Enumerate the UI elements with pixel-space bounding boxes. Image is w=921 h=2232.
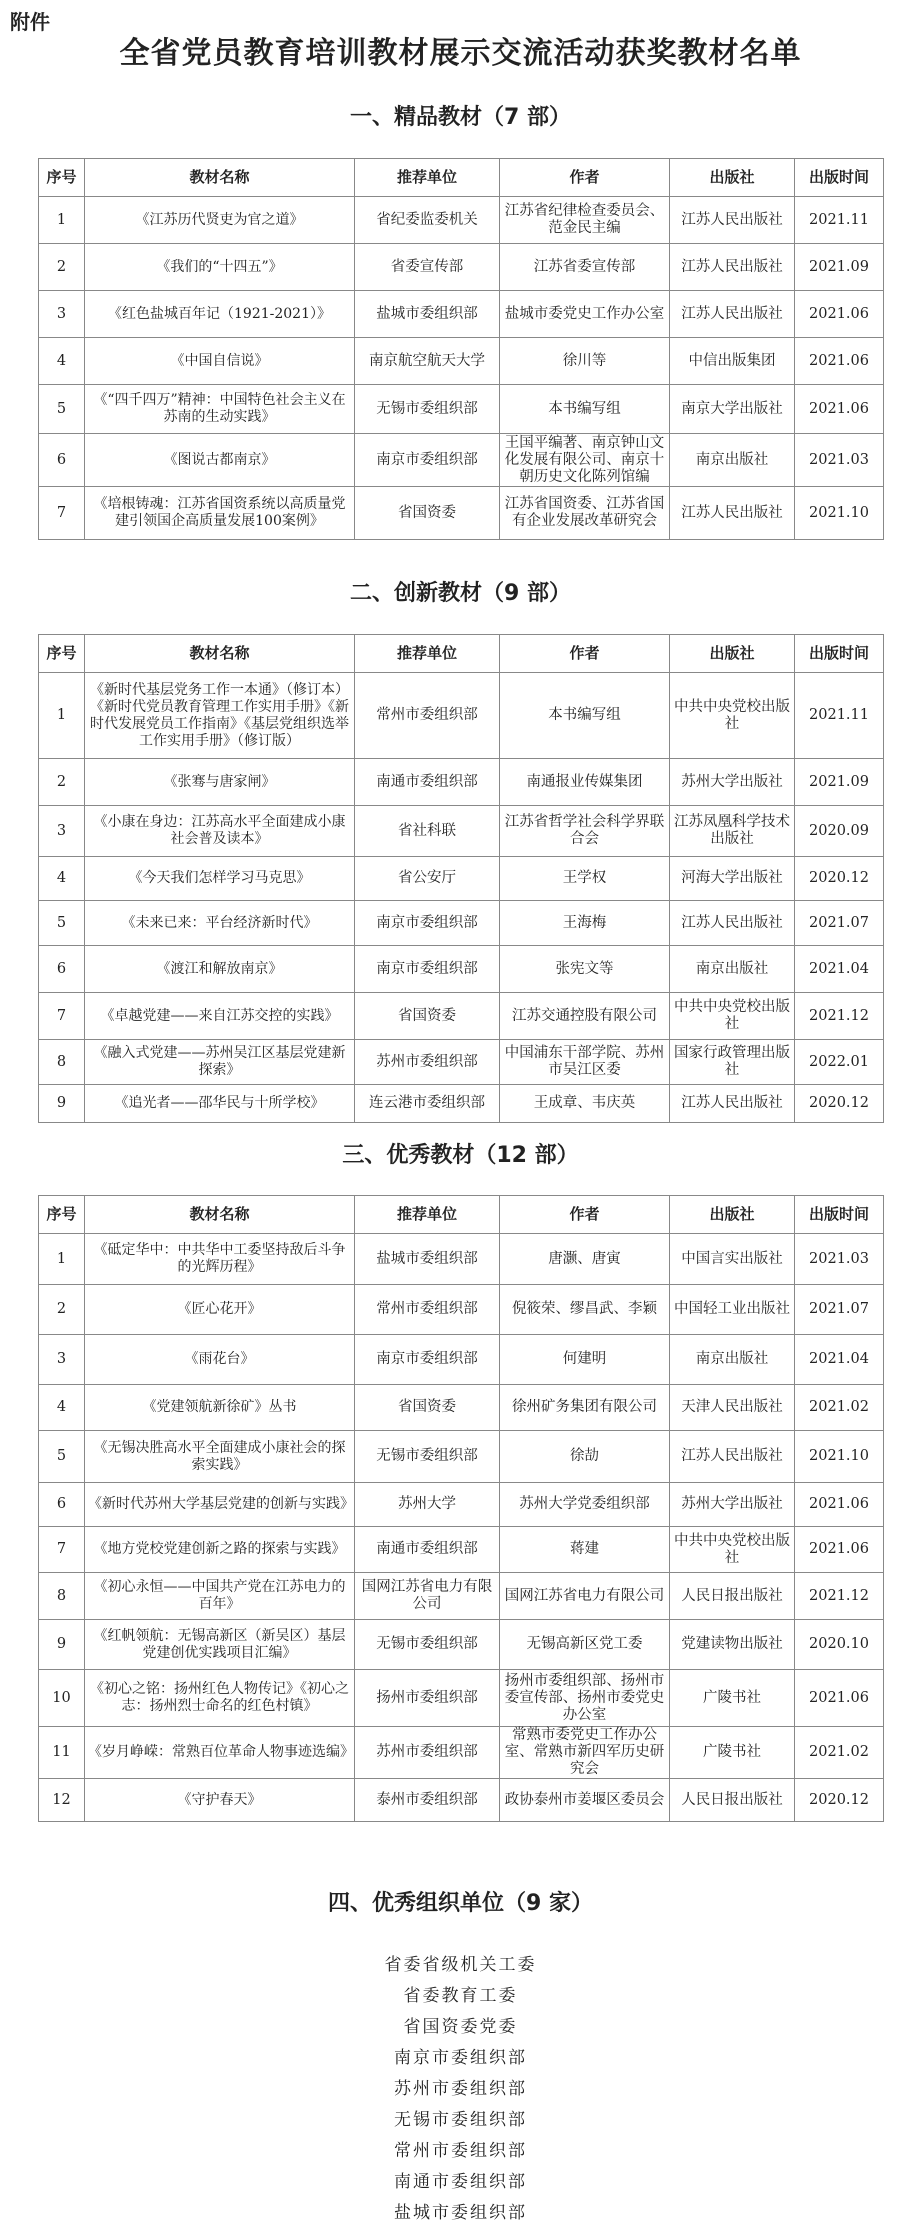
table-row — [39, 197, 884, 244]
material-name: 《未来已来：平台经济新时代》 — [85, 901, 355, 946]
publisher: 中共中央党校出版社 — [670, 1527, 795, 1573]
recommending-unit: 省国资委 — [355, 993, 500, 1040]
row-number: 4 — [39, 857, 85, 901]
table-row — [39, 1620, 884, 1670]
recommending-unit: 南京市委组织部 — [355, 434, 500, 487]
recommending-unit: 省社科联 — [355, 806, 500, 857]
row-number: 1 — [39, 1234, 85, 1285]
table-header-row — [39, 635, 884, 673]
recommending-unit: 南通市委组织部 — [355, 759, 500, 806]
material-name: 《红帆领航：无锡高新区（新吴区）基层党建创优实践项目汇编》 — [85, 1620, 355, 1670]
publish-date: 2021.06 — [795, 1670, 884, 1727]
table-excellent — [38, 1195, 884, 1822]
material-name: 《新时代苏州大学基层党建的创新与实践》 — [85, 1483, 355, 1527]
table-row — [39, 993, 884, 1040]
publish-date: 2021.06 — [795, 385, 884, 434]
row-number: 8 — [39, 1040, 85, 1085]
publish-date: 2021.11 — [795, 197, 884, 244]
material-name: 《守护春天》 — [85, 1779, 355, 1822]
publisher: 中信出版集团 — [670, 338, 795, 385]
row-number: 10 — [39, 1670, 85, 1727]
row-number: 1 — [39, 673, 85, 759]
row-number: 2 — [39, 244, 85, 291]
publish-date: 2020.09 — [795, 806, 884, 857]
table-row — [39, 1573, 884, 1620]
publisher: 江苏人民出版社 — [670, 901, 795, 946]
row-number: 4 — [39, 338, 85, 385]
column-header: 出版社 — [670, 1196, 795, 1234]
publisher: 人民日报出版社 — [670, 1779, 795, 1822]
units-list — [0, 1950, 921, 2229]
table-header-row — [39, 159, 884, 197]
author: 何建明 — [500, 1335, 670, 1385]
column-header: 出版时间 — [795, 1196, 884, 1234]
table-row — [39, 901, 884, 946]
publish-date: 2021.02 — [795, 1727, 884, 1779]
column-header: 教材名称 — [85, 159, 355, 197]
table-row — [39, 1085, 884, 1123]
column-header: 出版社 — [670, 635, 795, 673]
recommending-unit: 南京市委组织部 — [355, 901, 500, 946]
attachment-label: 附件 — [10, 10, 50, 34]
organizing-unit: 省委教育工委 — [403, 1986, 518, 2006]
publisher: 广陵书社 — [670, 1727, 795, 1779]
row-number: 1 — [39, 197, 85, 244]
author: 中国浦东干部学院、苏州市吴江区委 — [500, 1040, 670, 1085]
row-number: 9 — [39, 1085, 85, 1123]
table-row — [39, 1040, 884, 1085]
row-number: 2 — [39, 759, 85, 806]
recommending-unit: 省公安厅 — [355, 857, 500, 901]
table-row — [39, 291, 884, 338]
material-name: 《“四千四万”精神：中国特色社会主义在苏南的生动实践》 — [85, 385, 355, 434]
publisher: 党建读物出版社 — [670, 1620, 795, 1670]
row-number: 6 — [39, 946, 85, 993]
table-innovative — [38, 634, 884, 1123]
row-number: 3 — [39, 1335, 85, 1385]
table-premium — [38, 158, 884, 540]
table-row — [39, 244, 884, 291]
row-number: 6 — [39, 1483, 85, 1527]
column-header: 推荐单位 — [355, 1196, 500, 1234]
recommending-unit: 无锡市委组织部 — [355, 1620, 500, 1670]
publish-date: 2020.10 — [795, 1620, 884, 1670]
author: 盐城市委党史工作办公室 — [500, 291, 670, 338]
author: 国网江苏省电力有限公司 — [500, 1573, 670, 1620]
author: 徐州矿务集团有限公司 — [500, 1385, 670, 1431]
material-name: 《无锡决胜高水平全面建成小康社会的探索实践》 — [85, 1431, 355, 1483]
author: 扬州市委组织部、扬州市委宣传部、扬州市委党史办公室 — [500, 1670, 670, 1727]
organizing-unit: 南京市委组织部 — [394, 2048, 527, 2068]
column-header: 作者 — [500, 159, 670, 197]
publish-date: 2020.12 — [795, 1779, 884, 1822]
publish-date: 2021.04 — [795, 946, 884, 993]
organizing-unit: 南通市委组织部 — [394, 2172, 527, 2192]
author: 南通报业传媒集团 — [500, 759, 670, 806]
author: 苏州大学党委组织部 — [500, 1483, 670, 1527]
recommending-unit: 盐城市委组织部 — [355, 291, 500, 338]
recommending-unit: 苏州市委组织部 — [355, 1727, 500, 1779]
recommending-unit: 苏州市委组织部 — [355, 1040, 500, 1085]
publish-date: 2021.06 — [795, 338, 884, 385]
publish-date: 2021.06 — [795, 1483, 884, 1527]
author: 徐劼 — [500, 1431, 670, 1483]
material-name: 《追光者——邵华民与十所学校》 — [85, 1085, 355, 1123]
recommending-unit: 连云港市委组织部 — [355, 1085, 500, 1123]
publish-date: 2021.10 — [795, 487, 884, 540]
author: 王学权 — [500, 857, 670, 901]
organizing-unit: 盐城市委组织部 — [394, 2203, 527, 2223]
publish-date: 2021.10 — [795, 1431, 884, 1483]
recommending-unit: 无锡市委组织部 — [355, 1431, 500, 1483]
author: 王国平编著、南京钟山文化发展有限公司、南京十朝历史文化陈列馆编 — [500, 434, 670, 487]
material-name: 《新时代基层党务工作一本通》（修订本）《新时代党员教育管理工作实用手册》《新时代发展党员工作指南》《基层党组织选举工作实用手册》（修订版） — [85, 673, 355, 759]
material-name: 《党建领航新徐矿》丛书 — [85, 1385, 355, 1431]
table-row — [39, 1335, 884, 1385]
publish-date: 2021.09 — [795, 244, 884, 291]
row-number: 11 — [39, 1727, 85, 1779]
publish-date: 2021.11 — [795, 673, 884, 759]
table-row — [39, 857, 884, 901]
recommending-unit: 南京航空航天大学 — [355, 338, 500, 385]
table-header-row — [39, 1196, 884, 1234]
publish-date: 2021.06 — [795, 291, 884, 338]
publisher: 人民日报出版社 — [670, 1573, 795, 1620]
column-header: 序号 — [39, 159, 85, 197]
material-name: 《初心之铭：扬州红色人物传记》《初心之志：扬州烈士命名的红色村镇》 — [85, 1670, 355, 1727]
publisher: 江苏人民出版社 — [670, 244, 795, 291]
publish-date: 2021.07 — [795, 901, 884, 946]
publisher: 中国言实出版社 — [670, 1234, 795, 1285]
author: 蒋建 — [500, 1527, 670, 1573]
row-number: 5 — [39, 901, 85, 946]
table-row — [39, 946, 884, 993]
row-number: 12 — [39, 1779, 85, 1822]
row-number: 7 — [39, 487, 85, 540]
table-row — [39, 1234, 884, 1285]
material-name: 《地方党校党建创新之路的探索与实践》 — [85, 1527, 355, 1573]
table-row — [39, 673, 884, 759]
column-header: 推荐单位 — [355, 159, 500, 197]
table-row — [39, 1670, 884, 1727]
publish-date: 2021.12 — [795, 1573, 884, 1620]
publish-date: 2021.12 — [795, 993, 884, 1040]
material-name: 《雨花台》 — [85, 1335, 355, 1385]
column-header: 作者 — [500, 1196, 670, 1234]
column-header: 教材名称 — [85, 635, 355, 673]
material-name: 《张骞与唐家闸》 — [85, 759, 355, 806]
author: 本书编写组 — [500, 673, 670, 759]
material-name: 《砥定华中：中共华中工委坚持敌后斗争的光辉历程》 — [85, 1234, 355, 1285]
publisher: 苏州大学出版社 — [670, 1483, 795, 1527]
table-row — [39, 759, 884, 806]
table-row — [39, 434, 884, 487]
publisher: 江苏人民出版社 — [670, 487, 795, 540]
row-number: 3 — [39, 291, 85, 338]
author: 江苏省国资委、江苏省国有企业发展改革研究会 — [500, 487, 670, 540]
row-number: 2 — [39, 1285, 85, 1335]
publisher: 中共中央党校出版社 — [670, 993, 795, 1040]
publisher: 江苏人民出版社 — [670, 1431, 795, 1483]
recommending-unit: 省国资委 — [355, 1385, 500, 1431]
recommending-unit: 省纪委监委机关 — [355, 197, 500, 244]
material-name: 《红色盐城百年记（1921-2021）》 — [85, 291, 355, 338]
material-name: 《岁月峥嵘：常熟百位革命人物事迹选编》 — [85, 1727, 355, 1779]
publisher: 苏州大学出版社 — [670, 759, 795, 806]
recommending-unit: 南京市委组织部 — [355, 946, 500, 993]
row-number: 3 — [39, 806, 85, 857]
section-title-premium: 一、精品教材（7 部） — [350, 105, 571, 130]
material-name: 《中国自信说》 — [85, 338, 355, 385]
author: 政协泰州市姜堰区委员会 — [500, 1779, 670, 1822]
row-number: 7 — [39, 1527, 85, 1573]
table-row — [39, 1779, 884, 1822]
publisher: 天津人民出版社 — [670, 1385, 795, 1431]
author: 常熟市委党史工作办公室、常熟市新四军历史研究会 — [500, 1727, 670, 1779]
recommending-unit: 南通市委组织部 — [355, 1527, 500, 1573]
section-title-units: 四、优秀组织单位（9 家） — [328, 1891, 593, 1916]
column-header: 作者 — [500, 635, 670, 673]
publisher: 江苏凤凰科学技术出版社 — [670, 806, 795, 857]
column-header: 序号 — [39, 635, 85, 673]
recommending-unit: 泰州市委组织部 — [355, 1779, 500, 1822]
publisher: 江苏人民出版社 — [670, 197, 795, 244]
publisher: 中共中央党校出版社 — [670, 673, 795, 759]
row-number: 7 — [39, 993, 85, 1040]
row-number: 6 — [39, 434, 85, 487]
organizing-unit: 省国资委党委 — [403, 2017, 518, 2037]
publisher: 江苏人民出版社 — [670, 291, 795, 338]
publish-date: 2021.03 — [795, 1234, 884, 1285]
material-name: 《小康在身边：江苏高水平全面建成小康社会普及读本》 — [85, 806, 355, 857]
author: 张宪文等 — [500, 946, 670, 993]
recommending-unit: 苏州大学 — [355, 1483, 500, 1527]
author: 江苏省纪律检查委员会、范金民主编 — [500, 197, 670, 244]
author: 无锡高新区党工委 — [500, 1620, 670, 1670]
material-name: 《渡江和解放南京》 — [85, 946, 355, 993]
author: 王海梅 — [500, 901, 670, 946]
section-title-excellent: 三、优秀教材（12 部） — [342, 1143, 579, 1168]
publish-date: 2021.06 — [795, 1527, 884, 1573]
table-row — [39, 338, 884, 385]
row-number: 5 — [39, 385, 85, 434]
publish-date: 2021.09 — [795, 759, 884, 806]
author: 唐灏、唐寅 — [500, 1234, 670, 1285]
recommending-unit: 国网江苏省电力有限公司 — [355, 1573, 500, 1620]
table-row — [39, 487, 884, 540]
publish-date: 2021.07 — [795, 1285, 884, 1335]
recommending-unit: 省国资委 — [355, 487, 500, 540]
table-row — [39, 385, 884, 434]
organizing-unit: 省委省级机关工委 — [384, 1955, 537, 1975]
column-header: 出版社 — [670, 159, 795, 197]
column-header: 出版时间 — [795, 159, 884, 197]
column-header: 出版时间 — [795, 635, 884, 673]
row-number: 8 — [39, 1573, 85, 1620]
recommending-unit: 盐城市委组织部 — [355, 1234, 500, 1285]
recommending-unit: 常州市委组织部 — [355, 673, 500, 759]
row-number: 5 — [39, 1431, 85, 1483]
author: 倪筱荣、缪昌武、李颖 — [500, 1285, 670, 1335]
recommending-unit: 扬州市委组织部 — [355, 1670, 500, 1727]
publish-date: 2021.02 — [795, 1385, 884, 1431]
material-name: 《培根铸魂：江苏省国资系统以高质量党建引领国企高质量发展100案例》 — [85, 487, 355, 540]
publish-date: 2020.12 — [795, 1085, 884, 1123]
organizing-unit: 无锡市委组织部 — [394, 2110, 527, 2130]
section-title-innovative: 二、创新教材（9 部） — [350, 581, 571, 606]
recommending-unit: 南京市委组织部 — [355, 1335, 500, 1385]
column-header: 序号 — [39, 1196, 85, 1234]
publish-date: 2021.04 — [795, 1335, 884, 1385]
material-name: 《江苏历代贤吏为官之道》 — [85, 197, 355, 244]
table-row — [39, 1285, 884, 1335]
row-number: 4 — [39, 1385, 85, 1431]
publisher: 江苏人民出版社 — [670, 1085, 795, 1123]
publish-date: 2021.03 — [795, 434, 884, 487]
publisher: 中国轻工业出版社 — [670, 1285, 795, 1335]
recommending-unit: 省委宣传部 — [355, 244, 500, 291]
author: 江苏省哲学社会科学界联合会 — [500, 806, 670, 857]
column-header: 推荐单位 — [355, 635, 500, 673]
material-name: 《卓越党建——来自江苏交控的实践》 — [85, 993, 355, 1040]
table-row — [39, 1431, 884, 1483]
table-row — [39, 806, 884, 857]
publish-date: 2020.12 — [795, 857, 884, 901]
document-title: 全省党员教育培训教材展示交流活动获奖教材名单 — [119, 36, 802, 71]
organizing-unit: 苏州市委组织部 — [394, 2079, 527, 2099]
material-name: 《我们的“十四五”》 — [85, 244, 355, 291]
material-name: 《图说古都南京》 — [85, 434, 355, 487]
publisher: 南京出版社 — [670, 434, 795, 487]
column-header: 教材名称 — [85, 1196, 355, 1234]
author: 江苏省委宣传部 — [500, 244, 670, 291]
organizing-unit: 常州市委组织部 — [394, 2141, 527, 2161]
recommending-unit: 常州市委组织部 — [355, 1285, 500, 1335]
publisher: 国家行政管理出版社 — [670, 1040, 795, 1085]
material-name: 《初心永恒——中国共产党在江苏电力的百年》 — [85, 1573, 355, 1620]
publisher: 南京大学出版社 — [670, 385, 795, 434]
material-name: 《匠心花开》 — [85, 1285, 355, 1335]
table-row — [39, 1527, 884, 1573]
table-row — [39, 1385, 884, 1431]
publisher: 南京出版社 — [670, 1335, 795, 1385]
recommending-unit: 无锡市委组织部 — [355, 385, 500, 434]
table-row — [39, 1483, 884, 1527]
publisher: 广陵书社 — [670, 1670, 795, 1727]
publisher: 南京出版社 — [670, 946, 795, 993]
publisher: 河海大学出版社 — [670, 857, 795, 901]
author: 本书编写组 — [500, 385, 670, 434]
author: 徐川等 — [500, 338, 670, 385]
material-name: 《融入式党建——苏州吴江区基层党建新探索》 — [85, 1040, 355, 1085]
row-number: 9 — [39, 1620, 85, 1670]
author: 王成章、韦庆英 — [500, 1085, 670, 1123]
material-name: 《今天我们怎样学习马克思》 — [85, 857, 355, 901]
publish-date: 2022.01 — [795, 1040, 884, 1085]
author: 江苏交通控股有限公司 — [500, 993, 670, 1040]
table-row — [39, 1727, 884, 1779]
